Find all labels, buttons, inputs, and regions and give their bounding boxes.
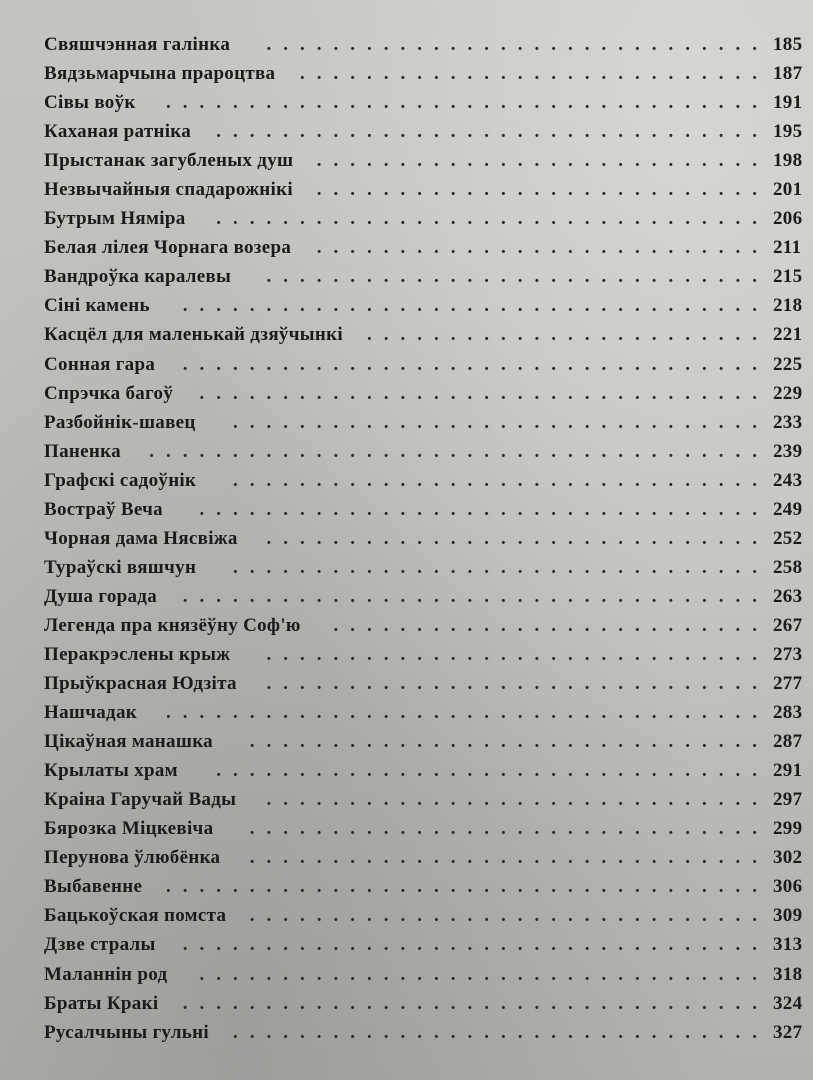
toc-entry-title: Вядзьмарчына прароцтва <box>44 63 276 85</box>
toc-entry-page-number: 233 <box>773 411 803 433</box>
toc-entry <box>44 88 813 117</box>
toc-entry-title: Разбойнік-шавец <box>44 411 196 433</box>
toc-entry <box>44 466 813 495</box>
toc-entry-page-number: 324 <box>773 992 803 1014</box>
toc-entry-title: Востраў Веча <box>44 498 163 520</box>
toc-entry <box>44 175 813 204</box>
toc-entry-page-number: 221 <box>773 324 803 346</box>
toc-entry <box>44 901 813 930</box>
toc-entry-title: Паненка <box>44 440 121 462</box>
toc-entry-title: Перакрэслены крыж <box>44 643 231 665</box>
dot-leader: ................................... <box>182 353 769 375</box>
dot-leader: ........................... <box>316 150 769 172</box>
toc-entry-page-number: 191 <box>773 92 803 114</box>
toc-entry-page-number: 252 <box>773 527 803 549</box>
toc-entry <box>44 524 813 553</box>
toc-entry-page-number: 198 <box>773 150 803 172</box>
dot-leader: .............................. <box>266 789 769 811</box>
toc-entry-title: Сіні камень <box>44 295 150 317</box>
toc-entry-title: Выбавенне <box>44 876 143 898</box>
toc-entry-title: Дзве стралы <box>44 934 156 956</box>
dot-leader: .................................. <box>199 963 769 985</box>
toc-entry-page-number: 215 <box>773 266 803 288</box>
toc-entry <box>44 814 813 843</box>
toc-entry-title: Нашчадак <box>44 702 137 724</box>
toc-entry <box>44 698 813 727</box>
toc-entry-title: Чорная дама Нясвіжа <box>44 527 238 549</box>
toc-entry <box>44 117 813 146</box>
toc-entry <box>44 495 813 524</box>
toc-entry-page-number: 277 <box>773 673 803 695</box>
toc-entry-title: Прыстанак загубленых душ <box>44 150 294 172</box>
toc-entry <box>44 611 813 640</box>
toc-entry <box>44 379 813 408</box>
toc-entry-page-number: 195 <box>773 121 803 143</box>
dot-leader: ............................... <box>249 847 769 869</box>
dot-leader: .......................... <box>333 614 769 636</box>
toc-entry-page-number: 267 <box>773 614 803 636</box>
toc-entry <box>44 204 813 233</box>
toc-entry-page-number: 302 <box>773 847 803 869</box>
table-of-contents <box>44 30 813 1047</box>
toc-entry <box>44 320 813 349</box>
dot-leader: ........................... <box>316 179 769 201</box>
toc-entry-page-number: 258 <box>773 556 803 578</box>
toc-entry-page-number: 283 <box>773 702 803 724</box>
toc-entry-page-number: 318 <box>773 963 803 985</box>
toc-entry-page-number: 309 <box>773 905 803 927</box>
toc-entry-page-number: 313 <box>773 934 803 956</box>
toc-entry-title: Сонная гара <box>44 353 156 375</box>
toc-entry <box>44 291 813 320</box>
toc-entry-title: Краіна Гаручай Вады <box>44 789 237 811</box>
dot-leader: ................................... <box>182 585 769 607</box>
toc-entry-title: Вандроўка каралевы <box>44 266 232 288</box>
dot-leader: .............................. <box>266 673 769 695</box>
dot-leader: ........................ <box>367 324 769 346</box>
dot-leader: ................................ <box>233 469 769 491</box>
toc-entry <box>44 785 813 814</box>
dot-leader: ................................. <box>216 208 769 230</box>
toc-entry-page-number: 185 <box>773 34 803 55</box>
toc-entry <box>44 350 813 379</box>
toc-entry-title: Душа горада <box>44 585 157 607</box>
toc-entry <box>44 843 813 872</box>
toc-entry-page-number: 239 <box>773 440 803 462</box>
toc-entry-title: Белая лілея Чорнага возера <box>44 237 292 259</box>
toc-entry-page-number: 211 <box>773 237 802 259</box>
toc-entry-page-number: 229 <box>773 382 803 404</box>
dot-leader: ................................ <box>233 556 769 578</box>
toc-entry-title: Бярозка Міцкевіча <box>44 818 214 840</box>
toc-entry-title: Спрэчка багоў <box>44 382 174 404</box>
toc-entry-page-number: 306 <box>773 876 803 898</box>
toc-entry-page-number: 297 <box>773 789 803 811</box>
toc-entry-page-number: 225 <box>773 353 803 375</box>
toc-entry-title: Бацькоўская помста <box>44 905 227 927</box>
toc-entry <box>44 582 813 611</box>
dot-leader: .................................... <box>166 702 769 724</box>
toc-entry-page-number: 299 <box>773 818 803 840</box>
toc-entry <box>44 930 813 959</box>
toc-entry <box>44 59 813 88</box>
dot-leader: .............................. <box>266 643 769 665</box>
toc-entry-title: Крылаты храм <box>44 760 178 782</box>
toc-entry <box>44 262 813 291</box>
dot-leader: ............................... <box>249 905 769 927</box>
dot-leader: .................................. <box>199 498 769 520</box>
toc-entry-title: Маланнін род <box>44 963 168 985</box>
dot-leader: .................................... <box>166 92 769 114</box>
toc-entry <box>44 30 813 59</box>
toc-entry <box>44 233 813 262</box>
toc-entry <box>44 727 813 756</box>
toc-entry-page-number: 187 <box>773 63 803 85</box>
dot-leader: ............................ <box>300 63 769 85</box>
toc-entry-title: Легенда пра князёўну Соф'ю <box>44 614 301 636</box>
toc-entry-title: Браты Кракі <box>44 992 159 1014</box>
dot-leader: .................................... <box>166 876 769 898</box>
toc-entry <box>44 756 813 785</box>
toc-entry-title: Сівы воўк <box>44 92 136 114</box>
toc-entry-title: Перунова ўлюбёнка <box>44 847 221 869</box>
toc-entry <box>44 437 813 466</box>
dot-leader: ................................ <box>233 1021 769 1043</box>
toc-entry-page-number: 327 <box>773 1021 803 1043</box>
dot-leader: .................................. <box>199 382 769 404</box>
dot-leader: .............................. <box>266 527 769 549</box>
toc-entry-page-number: 287 <box>773 731 803 753</box>
toc-entry-title: Бутрым Няміра <box>44 208 186 230</box>
toc-entry <box>44 669 813 698</box>
dot-leader: .............................. <box>266 266 769 288</box>
toc-entry <box>44 872 813 901</box>
toc-entry-page-number: 218 <box>773 295 803 317</box>
toc-entry-page-number: 291 <box>773 760 803 782</box>
dot-leader: ............................... <box>249 731 769 753</box>
toc-entry-page-number: 201 <box>773 179 803 201</box>
dot-leader: ............................... <box>249 818 769 840</box>
dot-leader: .............................. <box>266 34 769 55</box>
dot-leader: ........................... <box>316 237 769 259</box>
toc-entry-title: Тураўскі вяшчун <box>44 556 197 578</box>
toc-entry-title: Свяшчэнная галінка <box>44 34 231 55</box>
dot-leader: ................................... <box>182 295 769 317</box>
toc-entry-title: Незвычайныя спадарожнікі <box>44 179 293 201</box>
toc-entry <box>44 1018 813 1047</box>
toc-entry-title: Цікаўная манашка <box>44 731 213 753</box>
dot-leader: ................................. <box>216 121 769 143</box>
dot-leader: ................................ <box>233 411 769 433</box>
toc-entry <box>44 146 813 175</box>
toc-entry-page-number: 249 <box>773 498 803 520</box>
toc-entry-title: Прыўкрасная Юдзіта <box>44 673 237 695</box>
toc-entry-title: Каханая ратніка <box>44 121 192 143</box>
dot-leader: ................................... <box>182 934 769 956</box>
toc-entry <box>44 989 813 1018</box>
toc-entry <box>44 408 813 437</box>
toc-entry-title: Касцёл для маленькай дзяўчынкі <box>44 324 343 346</box>
toc-entry-page-number: 206 <box>773 208 803 230</box>
toc-entry <box>44 960 813 989</box>
toc-entry <box>44 553 813 582</box>
toc-entry-page-number: 243 <box>773 469 803 491</box>
dot-leader: ................................... <box>182 992 769 1014</box>
toc-entry-title: Графскі садоўнік <box>44 469 197 491</box>
toc-entry <box>44 640 813 669</box>
dot-leader: ..................................... <box>149 440 769 462</box>
toc-entry-title: Русалчыны гульні <box>44 1021 209 1043</box>
toc-entry-page-number: 263 <box>773 585 803 607</box>
dot-leader: ................................. <box>216 760 769 782</box>
toc-entry-page-number: 273 <box>773 643 803 665</box>
